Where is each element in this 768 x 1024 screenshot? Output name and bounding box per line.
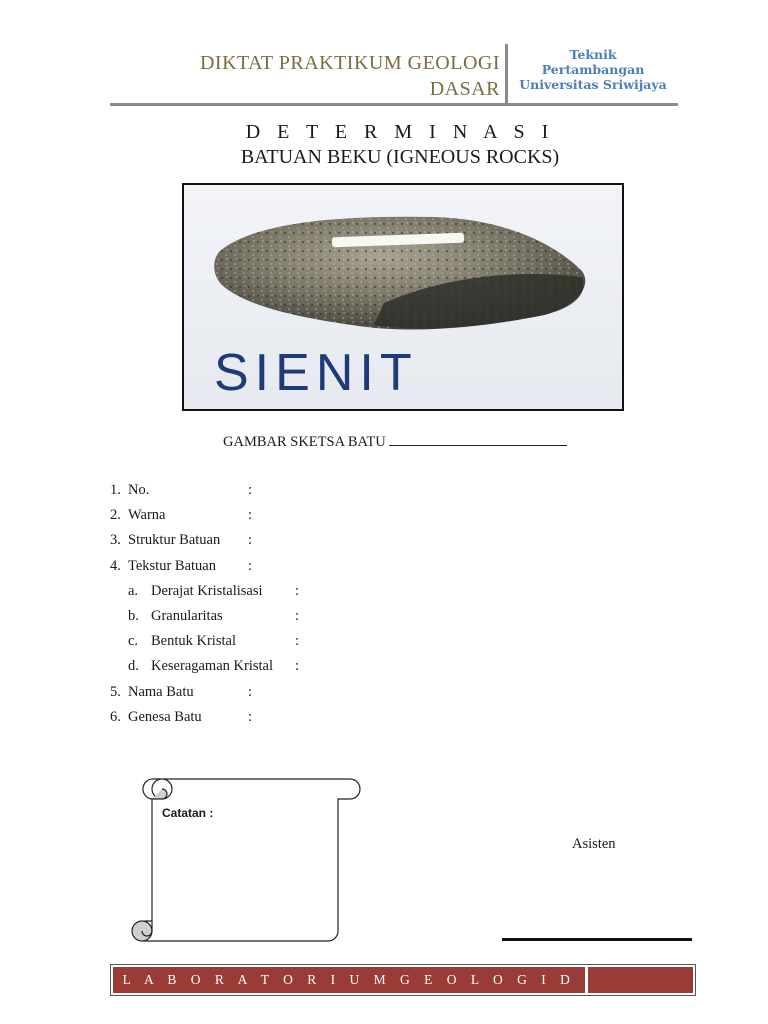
item-colon: : bbox=[248, 507, 253, 524]
item-colon: : bbox=[248, 557, 253, 574]
item-label: Derajat Kristalisasi bbox=[151, 582, 263, 599]
sketch-blank-line[interactable] bbox=[389, 433, 567, 446]
item-number: 6. bbox=[110, 708, 121, 725]
form-item-nama bbox=[110, 684, 530, 709]
document-title-line1: DIKTAT PRAKTIKUM GEOLOGI bbox=[199, 52, 500, 74]
item-number: 2. bbox=[110, 507, 121, 524]
item-label: Bentuk Kristal bbox=[151, 633, 236, 650]
header-divider bbox=[505, 44, 508, 104]
item-label: No. bbox=[128, 482, 150, 498]
item-colon: : bbox=[295, 633, 300, 650]
item-number: 1. bbox=[110, 482, 121, 498]
department-info bbox=[518, 47, 668, 92]
item-colon: : bbox=[248, 482, 253, 498]
item-number: b. bbox=[128, 607, 139, 624]
item-colon: : bbox=[295, 582, 300, 599]
item-label: Warna bbox=[128, 507, 166, 524]
form-item-genesa bbox=[110, 709, 530, 734]
item-colon: : bbox=[248, 683, 253, 700]
signature-line bbox=[502, 938, 692, 941]
form-item-warna bbox=[110, 507, 530, 532]
assistant-label: Asisten bbox=[572, 836, 616, 852]
item-colon: : bbox=[248, 708, 253, 725]
document-title bbox=[150, 50, 500, 102]
footer-text: L A B O R A T O R I U M G E O L O G I D A S A R bbox=[122, 972, 576, 1013]
header-rule bbox=[110, 103, 678, 106]
item-label: Genesa Batu bbox=[128, 708, 202, 725]
item-label: Tekstur Batuan bbox=[128, 557, 216, 574]
section-subtitle: BATUAN BEKU (IGNEOUS ROCKS) bbox=[240, 146, 560, 168]
form-item-no bbox=[110, 482, 530, 507]
item-number: d. bbox=[128, 658, 139, 675]
item-number: 3. bbox=[110, 532, 121, 549]
item-label: Keseragaman Kristal bbox=[151, 658, 273, 675]
form-item-tekstur bbox=[110, 558, 530, 583]
item-label: Struktur Batuan bbox=[128, 532, 221, 549]
form-subitem-bentuk bbox=[110, 633, 530, 658]
form-subitem-granularitas bbox=[110, 608, 530, 633]
item-label: Granularitas bbox=[151, 607, 223, 624]
rock-sample-photo bbox=[182, 183, 624, 411]
document-title-line2: DASAR bbox=[429, 78, 500, 100]
form-subitem-keseragaman bbox=[110, 658, 530, 683]
item-number: 4. bbox=[110, 557, 121, 574]
determination-form bbox=[110, 482, 530, 734]
item-number: a. bbox=[128, 582, 139, 599]
item-label: Nama Batu bbox=[128, 683, 194, 700]
item-colon: : bbox=[295, 658, 300, 675]
department-line1: Teknik Pertambangan bbox=[541, 47, 645, 77]
notes-scroll-frame bbox=[128, 776, 368, 946]
item-number: 5. bbox=[110, 683, 121, 700]
form-subitem-derajat bbox=[110, 583, 530, 608]
item-colon: : bbox=[295, 607, 300, 624]
section-title: D E T E R M I N A S I bbox=[245, 121, 555, 143]
photo-label-text: SIENIT bbox=[214, 344, 418, 402]
footer-bar-right bbox=[588, 967, 693, 993]
item-colon: : bbox=[248, 532, 253, 549]
sketch-caption bbox=[223, 433, 567, 451]
notes-label: Catatan : bbox=[162, 806, 214, 820]
form-item-struktur bbox=[110, 532, 530, 557]
department-line2: Universitas Sriwijaya bbox=[519, 77, 667, 92]
item-number: c. bbox=[128, 633, 139, 650]
sketch-label: GAMBAR SKETSA BATU bbox=[223, 434, 386, 450]
